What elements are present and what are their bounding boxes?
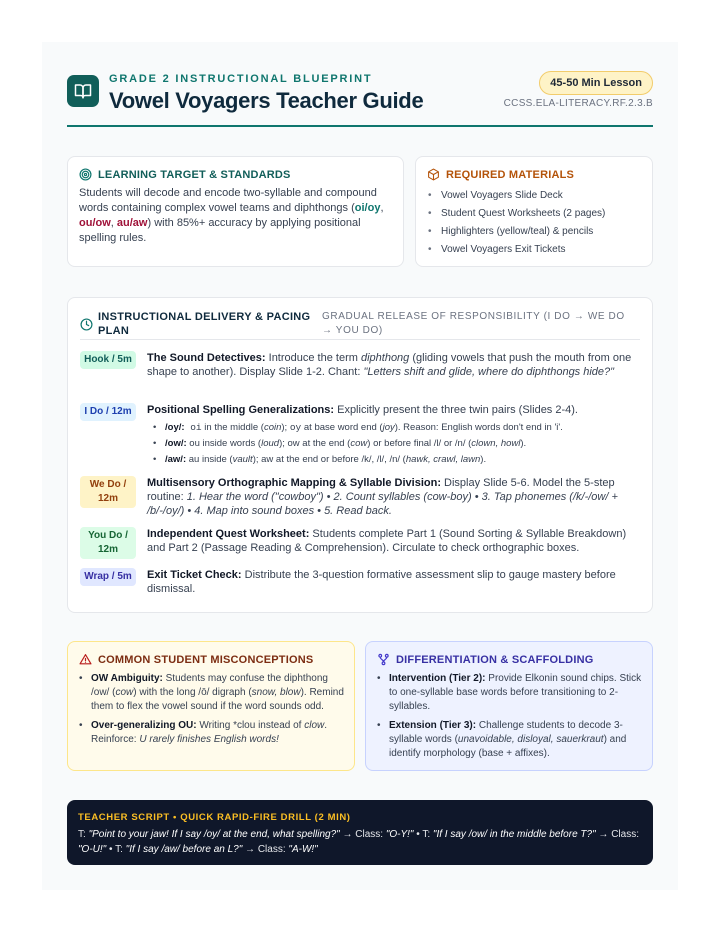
materials-title: REQUIRED MATERIALS <box>446 168 575 181</box>
differentiation-list <box>377 672 643 766</box>
wrap-badge: Wrap / 5m <box>80 568 136 586</box>
list-item: • Highlighters (yellow/teal) & pencils <box>427 223 605 241</box>
page-title: Vowel Voyagers Teacher Guide <box>109 88 424 113</box>
differentiation-heading <box>377 653 593 666</box>
wrap-text: Exit Ticket Check: Distribute the 3-question formative assessment slip to gauge mastery before dismissal. <box>147 569 616 595</box>
misconceptions-list <box>79 672 345 752</box>
list-item: • /oy/: oi in the middle (coin); oy at base word end (joy). Reason: English words don't end in 'i'. <box>147 420 637 436</box>
learning-target-text: Students will decode and encode two-syllable and compound words containing complex vowel teams and diphthongs (oi/oy, ou/ow, au/aw) with 85%+ accuracy by applying positional spelling rules. <box>79 187 384 244</box>
hook-text: The Sound Detectives: Introduce the term diphthong (gliding vowels that push the mouth from one shape to another). Display Slide 1-2. Chant: "Letters shift and glide, where do diphthongs hide?" <box>147 352 632 378</box>
learning-target-title: LEARNING TARGET & STANDARDS <box>98 168 291 181</box>
delivery-heading <box>80 310 640 340</box>
delivery-subtitle: GRADUAL RELEASE OF RESPONSIBILITY (I DO → WE DO → YOU DO) <box>322 311 625 336</box>
pair-ou-ow: ou/ow <box>79 217 111 229</box>
differentiation-card <box>365 641 653 771</box>
delivery-card <box>67 297 653 613</box>
teacher-script-box <box>67 800 653 865</box>
teacher-script-title: TEACHER SCRIPT • QUICK RAPID-FIRE DRILL (2 MIN) <box>78 812 351 823</box>
list-item: • Extension (Tier 3): Challenge students to decode 3-syllable words (unavoidable, disloyal, sauerkraut) and identify morphology (base + affixes). <box>377 719 643 761</box>
wedo-text: Multisensory Orthographic Mapping & Syllable Division: Display Slide 5-6. Model the 5-step routine: 1. Hear the word ("cowboy") • 2. Count syllables (cow-boy) • 3. Tap phonemes (/k/-/ow/ + /b/-/oy/) • 4. Map into sound boxes • 5. Read back. <box>147 477 618 517</box>
list-item: • /ow/: ou inside words (loud); ow at the end (cow) or before final /l/ or /n/ (clown, howl). <box>147 436 637 452</box>
target-icon <box>79 168 92 181</box>
header-kicker: GRADE 2 INSTRUCTIONAL BLUEPRINT <box>109 73 373 85</box>
spelling-rules-list <box>147 420 637 468</box>
page-header <box>67 70 653 127</box>
list-item: • OW Ambiguity: Students may confuse the diphthong /ow/ (cow) with the long /ō/ digraph (snow, blow). Remind them to flex the vowel sound if the word sounds odd. <box>79 672 345 714</box>
delivery-title: INSTRUCTIONAL DELIVERY & PACING PLAN <box>98 311 311 337</box>
list-item: • Student Quest Worksheets (2 pages) <box>427 205 605 223</box>
wedo-badge: We Do / 12m <box>80 476 136 508</box>
list-item: • Vowel Voyagers Slide Deck <box>427 187 605 205</box>
misconceptions-card <box>67 641 355 771</box>
learning-target-heading <box>79 168 291 181</box>
youdo-text: Independent Quest Worksheet: Students complete Part 1 (Sound Sorting & Syllable Breakdown) and Part 2 (Passage Reading & Comprehension). Circulate to check orthographic boxes. <box>147 528 627 554</box>
warning-icon <box>79 653 92 666</box>
list-item: • Intervention (Tier 2): Provide Elkonin sound chips. Stick to one-syllable base words before transitioning to 2-syllables. <box>377 672 643 714</box>
list-item: • /aw/: au inside (vault); aw at the end or before /k/, /l/, /n/ (hawk, crawl, lawn). <box>147 452 637 468</box>
materials-heading <box>427 168 574 181</box>
list-item: • Vowel Voyagers Exit Tickets <box>427 241 605 259</box>
differentiation-title: DIFFERENTIATION & SCAFFOLDING <box>396 653 594 666</box>
materials-card <box>415 156 653 267</box>
ido-text: Positional Spelling Generalizations: Explicitly present the three twin pairs (Slides 2-4). • /oy/: oi in the middle (coin); oy at base word end (joy). Reason: English words don't end in 'i'. • /ow/: ou inside words (loud); ow at the end (cow) or before final /l/ or /n/ (clown, howl). • /aw/: au inside (vault); aw at the end or before /k/, /l/, /n/ (hawk, crawl, lawn). <box>147 403 637 468</box>
page <box>42 42 678 890</box>
youdo-badge: You Do / 12m <box>80 527 136 559</box>
standard-code: CCSS.ELA-LITERACY.RF.2.3.B <box>503 98 653 109</box>
branch-icon <box>377 653 390 666</box>
pair-oi-oy: oi/oy <box>354 202 381 214</box>
misconceptions-title: COMMON STUDENT MISCONCEPTIONS <box>98 653 314 666</box>
ido-badge: I Do / 12m <box>80 403 136 421</box>
materials-list <box>427 187 605 259</box>
list-item: • Over-generalizing OU: Writing *clou instead of clow. Reinforce: U rarely finishes English words! <box>79 719 345 747</box>
learning-target-card <box>67 156 404 267</box>
duration-badge: 45-50 Min Lesson <box>539 71 653 95</box>
clock-icon <box>80 318 93 331</box>
teacher-script-text: T: "Point to your jaw! If I say /oy/ at the end, what spelling?" → Class: "O-Y!" • T: "If I say /ow/ in the middle before T?" → Class: "O-U!" • T: "If I say /aw/ before an L?" → Class: "A-W!" <box>78 829 639 855</box>
misconceptions-heading <box>79 653 313 666</box>
hook-badge: Hook / 5m <box>80 351 136 369</box>
pair-au-aw: au/aw <box>116 217 148 229</box>
book-icon <box>67 75 99 107</box>
box-icon <box>427 168 440 181</box>
